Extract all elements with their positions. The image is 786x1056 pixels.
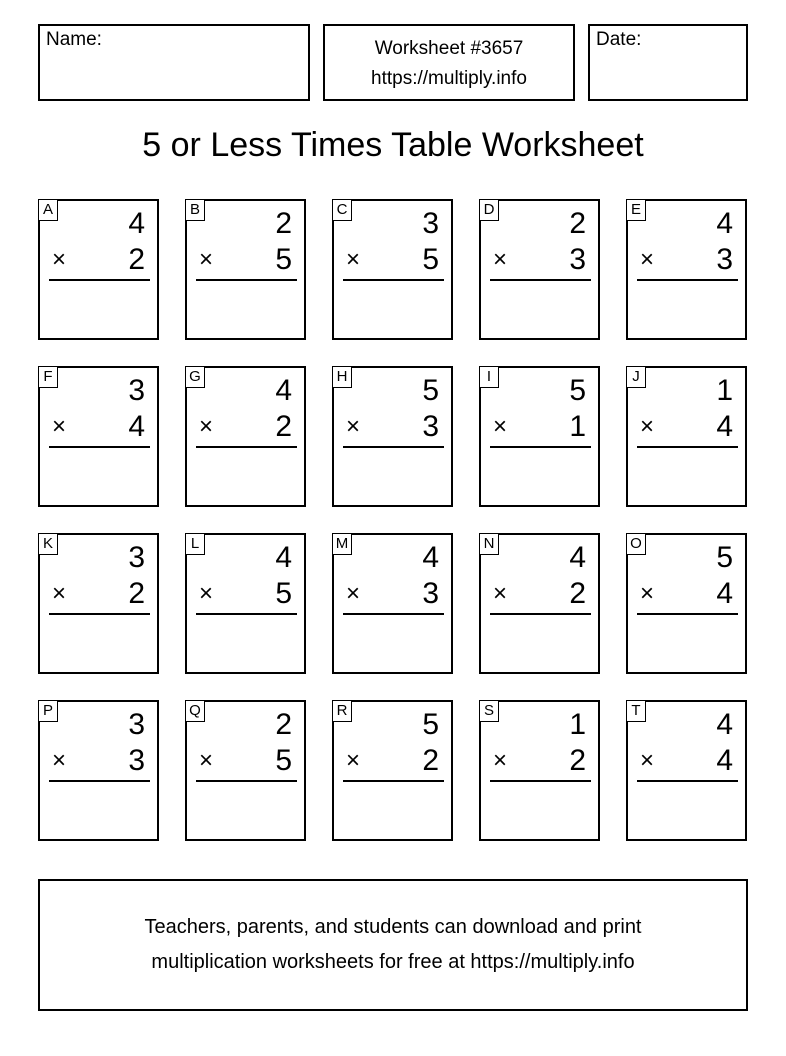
multiply-sign: × <box>199 413 214 440</box>
problem-card[interactable] <box>185 700 306 841</box>
multiplicand: 4 <box>716 708 733 741</box>
answer-line <box>343 780 444 782</box>
problem-card[interactable] <box>479 533 600 674</box>
multiply-sign: × <box>52 246 67 273</box>
answer-line <box>490 279 591 281</box>
problem-letter: K <box>38 533 58 555</box>
multiplicand: 4 <box>422 541 439 574</box>
problem-card[interactable] <box>332 533 453 674</box>
multiplicand: 1 <box>716 374 733 407</box>
problem-card[interactable] <box>332 700 453 841</box>
multiplier: 3 <box>422 410 439 443</box>
multiply-sign: × <box>52 580 67 607</box>
problem-letter: H <box>332 366 352 388</box>
multiplier: 5 <box>275 577 292 610</box>
problem-letter: O <box>626 533 646 555</box>
worksheet-number: Worksheet #3657 <box>374 38 524 59</box>
problem-card[interactable] <box>38 533 159 674</box>
multiplier: 2 <box>275 410 292 443</box>
multiply-sign: × <box>640 246 655 273</box>
multiplicand: 5 <box>569 374 586 407</box>
answer-line <box>196 613 297 615</box>
answer-line <box>196 446 297 448</box>
multiplier: 3 <box>422 577 439 610</box>
problem-letter: I <box>479 366 499 388</box>
problem-letter: L <box>185 533 205 555</box>
problem-card[interactable] <box>332 366 453 507</box>
problem-letter: G <box>185 366 205 388</box>
multiply-sign: × <box>493 747 508 774</box>
multiplicand: 4 <box>275 541 292 574</box>
multiplier: 3 <box>569 243 586 276</box>
multiply-sign: × <box>346 747 361 774</box>
multiplier: 4 <box>716 577 733 610</box>
date-box[interactable] <box>588 24 748 101</box>
multiplier: 2 <box>422 744 439 777</box>
multiply-sign: × <box>346 246 361 273</box>
problem-letter: J <box>626 366 646 388</box>
problem-letter: C <box>332 199 352 221</box>
multiplicand: 2 <box>275 708 292 741</box>
answer-line <box>637 780 738 782</box>
problem-card[interactable] <box>332 199 453 340</box>
problem-letter: R <box>332 700 352 722</box>
footer-line-1: Teachers, parents, and students can download and print <box>144 916 642 938</box>
answer-line <box>343 279 444 281</box>
problem-letter: A <box>38 199 58 221</box>
multiplicand: 3 <box>422 207 439 240</box>
answer-line <box>490 613 591 615</box>
problem-letter: B <box>185 199 205 221</box>
answer-line <box>637 279 738 281</box>
footer-box <box>38 879 748 1011</box>
problem-letter: N <box>479 533 499 555</box>
multiply-sign: × <box>493 246 508 273</box>
multiply-sign: × <box>199 246 214 273</box>
multiplicand: 1 <box>569 708 586 741</box>
worksheet-info-box <box>323 24 575 101</box>
multiplier: 5 <box>275 243 292 276</box>
name-box[interactable] <box>38 24 310 101</box>
multiply-sign: × <box>346 580 361 607</box>
multiplier: 3 <box>716 243 733 276</box>
footer-line-2: multiplication worksheets for free at https://multiply.info <box>151 951 635 973</box>
answer-line <box>196 780 297 782</box>
answer-line <box>343 446 444 448</box>
answer-line <box>490 446 591 448</box>
worksheet-url: https://multiply.info <box>371 68 527 89</box>
problem-card[interactable] <box>626 366 747 507</box>
multiplier: 2 <box>569 744 586 777</box>
problem-letter: F <box>38 366 58 388</box>
multiplicand: 2 <box>569 207 586 240</box>
problem-letter: P <box>38 700 58 722</box>
answer-line <box>637 446 738 448</box>
problem-card[interactable] <box>479 700 600 841</box>
answer-line <box>49 446 150 448</box>
problem-letter: M <box>332 533 352 555</box>
problem-card[interactable] <box>185 533 306 674</box>
multiplier: 2 <box>569 577 586 610</box>
answer-line <box>196 279 297 281</box>
problem-card[interactable] <box>479 199 600 340</box>
multiply-sign: × <box>640 413 655 440</box>
multiplier: 2 <box>128 577 145 610</box>
multiply-sign: × <box>199 580 214 607</box>
problem-letter: Q <box>185 700 205 722</box>
problem-card[interactable] <box>185 366 306 507</box>
multiplier: 3 <box>128 744 145 777</box>
problem-card[interactable] <box>626 199 747 340</box>
problem-card[interactable] <box>626 533 747 674</box>
answer-line <box>637 613 738 615</box>
name-label: Name: <box>46 29 102 50</box>
problem-card[interactable] <box>626 700 747 841</box>
problem-card[interactable] <box>38 199 159 340</box>
answer-line <box>490 780 591 782</box>
multiplicand: 3 <box>128 708 145 741</box>
multiply-sign: × <box>346 413 361 440</box>
multiply-sign: × <box>640 580 655 607</box>
answer-line <box>49 279 150 281</box>
problem-letter: E <box>626 199 646 221</box>
problem-card[interactable] <box>38 700 159 841</box>
multiplier: 5 <box>422 243 439 276</box>
multiplicand: 3 <box>128 541 145 574</box>
multiplicand: 2 <box>275 207 292 240</box>
page-title: 5 or Less Times Table Worksheet <box>142 126 644 164</box>
multiplier: 1 <box>569 410 586 443</box>
multiply-sign: × <box>52 413 67 440</box>
problem-letter: S <box>479 700 499 722</box>
answer-line <box>49 613 150 615</box>
multiply-sign: × <box>52 747 67 774</box>
multiplicand: 4 <box>716 207 733 240</box>
problem-card[interactable] <box>185 199 306 340</box>
date-label: Date: <box>596 29 642 50</box>
answer-line <box>49 780 150 782</box>
answer-line <box>343 613 444 615</box>
multiply-sign: × <box>640 747 655 774</box>
multiplicand: 5 <box>716 541 733 574</box>
multiplicand: 3 <box>128 374 145 407</box>
multiplier: 4 <box>716 744 733 777</box>
multiplicand: 5 <box>422 708 439 741</box>
multiplicand: 4 <box>275 374 292 407</box>
multiplier: 2 <box>128 243 145 276</box>
problem-card[interactable] <box>479 366 600 507</box>
problem-letter: D <box>479 199 499 221</box>
multiplicand: 4 <box>128 207 145 240</box>
multiplier: 4 <box>716 410 733 443</box>
problem-card[interactable] <box>38 366 159 507</box>
problem-letter: T <box>626 700 646 722</box>
multiply-sign: × <box>493 580 508 607</box>
multiply-sign: × <box>199 747 214 774</box>
multiplier: 5 <box>275 744 292 777</box>
multiply-sign: × <box>493 413 508 440</box>
multiplicand: 4 <box>569 541 586 574</box>
multiplier: 4 <box>128 410 145 443</box>
multiplicand: 5 <box>422 374 439 407</box>
